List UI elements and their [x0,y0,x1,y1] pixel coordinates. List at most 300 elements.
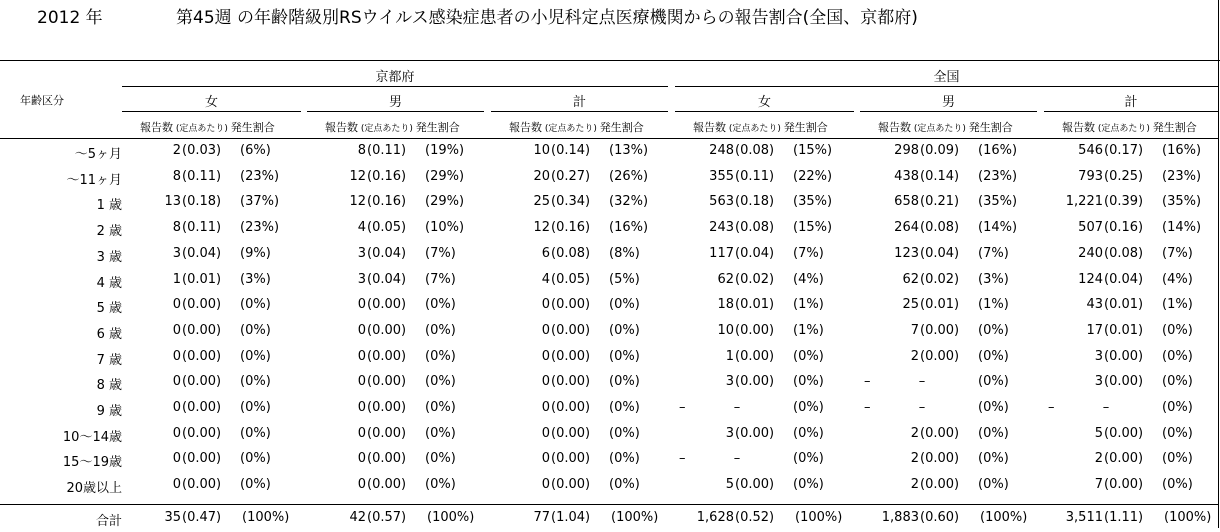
pct-cell: (37%) [240,194,280,210]
count-cell: 0 [357,400,366,415]
pct-cell: (9%) [240,245,271,261]
row-label: 10～14歳 [62,429,122,445]
count-cell: 2 [1094,451,1103,467]
pct-cell: (3%) [978,271,1009,287]
count-cell: 3,511 [1065,510,1103,525]
rate-cell: (0.00) [1104,425,1144,441]
pct-cell: (16%) [609,220,649,236]
pct-cell: (7%) [425,271,456,287]
rate-cell: (0.00) [367,425,407,441]
count-cell: 0 [541,400,550,415]
row-label: 4 歳 [96,275,122,291]
pct-cell: (22%) [793,168,833,184]
pct-cell: (1%) [978,297,1009,313]
count-cell: 438 [894,168,919,184]
pct-cell: (32%) [609,194,649,210]
rate-cell: (0.02) [735,271,775,287]
table-row [0,473,1218,499]
row-label: 3 歳 [96,249,122,265]
table-row [0,293,1218,319]
pct-cell: (0%) [978,477,1009,493]
sex-underline [675,111,854,112]
count-cell: 7 [910,322,919,338]
count-cell: 1,883 [881,510,919,525]
pct-cell: (100%) [795,510,843,525]
count-cell: 3 [725,374,734,390]
pct-cell: (14%) [978,220,1018,236]
sub-rate: (定点あたり) [542,124,600,134]
rate-cell: (0.00) [551,348,591,364]
count-cell: 0 [357,477,366,493]
rate-cell: (0.04) [920,245,960,261]
count-cell: 243 [709,220,734,236]
sub-pct: 発生割合 [783,121,828,134]
count-cell: 0 [172,322,181,338]
rate-cell: (0.00) [182,451,222,467]
count-cell: – [679,451,686,467]
rate-cell: (0.00) [1104,451,1144,467]
row-label: 5 歳 [96,301,122,317]
pct-cell: (0%) [978,348,1009,364]
rate-cell: (0.00) [551,400,591,415]
pct-cell: (0%) [425,297,456,313]
pct-cell: (100%) [242,510,290,525]
sub-header [140,119,275,135]
rate-cell: (0.14) [551,143,591,158]
count-cell: 0 [172,425,181,441]
sex-underline [122,111,301,112]
rate-cell: – [1102,400,1110,415]
pct-cell: (4%) [793,271,824,287]
sex-header: 計 [572,95,586,110]
rate-cell: (0.02) [920,271,960,287]
rate-cell: (0.21) [920,194,960,210]
sub-count: 報告数 [325,121,358,134]
count-cell: 2 [910,348,919,364]
pct-cell: (26%) [609,168,649,184]
count-cell: 793 [1078,168,1103,184]
pct-cell: (5%) [609,271,640,287]
rate-cell: (0.00) [367,348,407,364]
pct-cell: (7%) [978,245,1009,261]
pct-cell: (0%) [978,374,1009,390]
pct-cell: (6%) [240,143,271,158]
table-row [0,345,1218,371]
count-cell: 0 [172,297,181,313]
count-cell: 5 [1094,425,1103,441]
table-row [0,396,1218,422]
pct-cell: (35%) [793,194,833,210]
count-cell: 18 [717,297,734,313]
rate-cell: (0.34) [551,194,591,210]
pct-cell: (35%) [1162,194,1202,210]
count-cell: 2 [172,143,181,158]
rate-cell: (0.08) [735,220,775,236]
pct-cell: (0%) [978,425,1009,441]
region-underline [675,86,1218,87]
pct-cell: (14%) [1162,220,1202,236]
rate-cell: (0.08) [551,245,591,261]
sub-pct: 発生割合 [968,121,1013,134]
rate-cell: (0.04) [1104,271,1144,287]
rate-cell: – [918,400,926,415]
count-cell: 0 [541,451,550,467]
pct-cell: (7%) [425,245,456,261]
pct-cell: (7%) [793,245,824,261]
count-cell: 1,628 [696,510,734,525]
count-cell: 2 [910,451,919,467]
table-row [0,268,1218,294]
rate-cell: (0.00) [182,348,222,364]
count-cell: 0 [541,348,550,364]
rate-cell: (0.25) [1104,168,1144,184]
rate-cell: (0.00) [367,400,407,415]
count-cell: 2 [910,477,919,493]
pct-cell: (8%) [609,245,640,261]
rate-cell: (0.00) [920,451,960,467]
pct-cell: (0%) [240,400,271,415]
pct-cell: (0%) [609,400,640,415]
count-cell: 0 [541,374,550,390]
rate-cell: (0.00) [920,322,960,338]
count-cell: 0 [541,322,550,338]
pct-cell: (0%) [793,451,824,467]
pct-cell: (35%) [978,194,1018,210]
pct-cell: (0%) [978,322,1009,338]
count-cell: 20 [533,168,550,184]
table-row [0,216,1218,242]
pct-cell: (13%) [609,143,649,158]
rate-cell: (0.00) [551,477,591,493]
sex-header: 計 [1124,95,1138,110]
table-row [0,139,1218,165]
pct-cell: (0%) [425,477,456,493]
sub-count: 報告数 [509,121,542,134]
count-cell: 0 [172,400,181,415]
sub-header [509,119,644,135]
count-cell: 62 [902,271,919,287]
rate-cell: (1.04) [551,510,591,525]
count-cell: 658 [894,194,919,210]
sub-header [693,119,828,135]
sex-header: 女 [204,95,218,110]
rate-cell: – [733,400,741,415]
pct-cell: (0%) [609,348,640,364]
rate-cell: (0.08) [920,220,960,236]
age-column-header: 年齢区分 [20,94,64,107]
count-cell: 12 [533,220,550,236]
count-cell: 3 [172,245,181,261]
rate-cell: (0.11) [182,220,222,236]
rate-cell: (1.11) [1104,510,1144,525]
pct-cell: (4%) [1162,271,1193,287]
pct-cell: (0%) [425,374,456,390]
total-row [0,506,1218,532]
count-cell: 563 [709,194,734,210]
pct-cell: (0%) [793,400,824,415]
rate-cell: (0.04) [735,245,775,261]
rate-cell: (0.09) [920,143,960,158]
count-cell: – [1048,400,1055,415]
count-cell: 5 [725,477,734,493]
rate-cell: (0.00) [182,425,222,441]
pct-cell: (100%) [1164,510,1212,525]
rate-cell: (0.00) [182,297,222,313]
count-cell: 3 [1094,348,1103,364]
count-cell: 43 [1086,297,1103,313]
sub-header [878,119,1013,135]
rate-cell: (0.01) [735,297,775,313]
pct-cell: (0%) [240,322,271,338]
count-cell: 3 [357,271,366,287]
rate-cell: (0.01) [1104,297,1144,313]
rate-cell: (0.05) [367,220,407,236]
pct-cell: (0%) [793,374,824,390]
pct-cell: (3%) [240,271,271,287]
rate-cell: (0.00) [735,374,775,390]
table-row [0,190,1218,216]
pct-cell: (0%) [609,451,640,467]
count-cell: 248 [709,143,734,158]
count-cell: 3 [1094,374,1103,390]
rate-cell: (0.00) [735,348,775,364]
row-label: 15～19歳 [62,455,122,471]
pct-cell: (0%) [1162,451,1193,467]
rate-cell: (0.04) [367,271,407,287]
row-label: 8 歳 [96,378,122,394]
count-cell: 0 [357,451,366,467]
title-year: 2012 年 [37,8,103,28]
pct-cell: (1%) [793,297,824,313]
rate-cell: (0.00) [182,477,222,493]
rate-cell: (0.00) [182,400,222,415]
count-cell: 10 [717,322,734,338]
pct-cell: (15%) [793,220,833,236]
pct-cell: (23%) [1162,168,1202,184]
row-label: 1 歳 [96,198,122,214]
pct-cell: (100%) [611,510,659,525]
count-cell: 12 [349,194,366,210]
rate-cell: (0.18) [182,194,222,210]
rate-cell: (0.39) [1104,194,1144,210]
table-row [0,422,1218,448]
sub-rate: (定点あたり) [358,124,416,134]
count-cell: 6 [541,245,550,261]
rate-cell: (0.11) [735,168,775,184]
rate-cell: (0.00) [182,374,222,390]
pct-cell: (23%) [978,168,1018,184]
pct-cell: (1%) [1162,297,1193,313]
pct-cell: (0%) [978,451,1009,467]
pct-cell: (0%) [240,297,271,313]
pct-cell: (29%) [425,168,465,184]
pct-cell: (100%) [427,510,475,525]
table-row [0,370,1218,396]
count-cell: 8 [357,143,366,158]
count-cell: 7 [1094,477,1103,493]
count-cell: 0 [357,322,366,338]
rate-cell: (0.16) [551,220,591,236]
count-cell: 264 [894,220,919,236]
table-row [0,165,1218,191]
count-cell: – [679,400,686,415]
count-cell: 0 [357,297,366,313]
count-cell: 42 [349,510,366,525]
count-cell: 8 [172,168,181,184]
rate-cell: (0.01) [1104,322,1144,338]
pct-cell: (0%) [425,322,456,338]
pct-cell: (0%) [793,348,824,364]
sub-rate: (定点あたり) [911,124,969,134]
count-cell: – [864,374,871,390]
row-label: 2 歳 [96,224,122,240]
rate-cell: (0.00) [367,322,407,338]
count-cell: 8 [172,220,181,236]
rate-cell: (0.00) [735,477,775,493]
rate-cell: (0.08) [735,143,775,158]
sub-rate: (定点あたり) [726,124,784,134]
rate-cell: (0.03) [182,143,222,158]
pct-cell: (0%) [1162,477,1193,493]
count-cell: 1 [172,271,181,287]
count-cell: 0 [357,425,366,441]
total-line [0,504,1218,505]
count-cell: 25 [902,297,919,313]
sub-count: 報告数 [1062,121,1095,134]
rate-cell: (0.00) [551,297,591,313]
rate-cell: (0.18) [735,194,775,210]
pct-cell: (0%) [425,425,456,441]
sub-rate: (定点あたり) [173,124,231,134]
pct-cell: (0%) [793,477,824,493]
rate-cell: (0.11) [182,168,222,184]
count-cell: 0 [172,477,181,493]
count-cell: 1 [725,348,734,364]
rate-cell: (0.00) [1104,374,1144,390]
count-cell: 298 [894,143,919,158]
region-underline [122,86,668,87]
row-label: 7 歳 [96,352,122,368]
count-cell: 13 [164,194,181,210]
sex-underline [1044,111,1218,112]
rate-cell: (0.00) [735,322,775,338]
row-label: 9 歳 [96,404,122,419]
pct-cell: (0%) [1162,374,1193,390]
count-cell: 35 [164,510,181,525]
pct-cell: (10%) [425,220,465,236]
pct-cell: (29%) [425,194,465,210]
pct-cell: (0%) [240,374,271,390]
pct-cell: (0%) [793,425,824,441]
sub-count: 報告数 [693,121,726,134]
pct-cell: (0%) [978,400,1009,415]
count-cell: 355 [709,168,734,184]
rate-cell: (0.00) [920,425,960,441]
count-cell: 17 [1086,322,1103,338]
count-cell: 240 [1078,245,1103,261]
rate-cell: (0.27) [551,168,591,184]
rate-cell: (0.60) [920,510,960,525]
sub-count: 報告数 [878,121,911,134]
table-row [0,242,1218,268]
table-right-border [1218,0,1219,528]
pct-cell: (0%) [1162,400,1193,415]
rate-cell: (0.00) [1104,477,1144,493]
rate-cell: (0.01) [920,297,960,313]
rate-cell: (0.01) [182,271,222,287]
pct-cell: (0%) [425,451,456,467]
pct-cell: (23%) [240,168,280,184]
row-label: 合計 [95,514,122,529]
sex-underline [307,111,484,112]
row-label: 6 歳 [96,326,122,342]
count-cell: 62 [717,271,734,287]
pct-cell: (0%) [240,348,271,364]
sex-header: 女 [757,95,771,110]
rate-cell: (0.00) [551,374,591,390]
rate-cell: (0.00) [551,451,591,467]
rate-cell: (0.05) [551,271,591,287]
rate-cell: (0.00) [367,451,407,467]
row-label: ～11ヶ月 [66,172,122,188]
pct-cell: (0%) [240,425,271,441]
count-cell: 2 [910,425,919,441]
pct-cell: (0%) [1162,425,1193,441]
pct-cell: (0%) [425,400,456,415]
pct-cell: (0%) [609,425,640,441]
rate-cell: (0.17) [1104,143,1144,158]
sub-pct: 発生割合 [1152,121,1197,134]
rate-cell: (0.16) [367,168,407,184]
count-cell: 77 [533,510,550,525]
pct-cell: (1%) [793,322,824,338]
pct-cell: (7%) [1162,245,1193,261]
count-cell: – [864,400,871,415]
pct-cell: (0%) [609,374,640,390]
sub-header [325,119,460,135]
pct-cell: (19%) [425,143,465,158]
pct-cell: (0%) [609,322,640,338]
row-label: 20歳以上 [66,481,122,497]
pct-cell: (15%) [793,143,833,158]
table-top-border [0,60,1220,61]
rate-cell: (0.52) [735,510,775,525]
rate-cell: (0.57) [367,510,407,525]
rate-cell: (0.08) [1104,245,1144,261]
sub-rate: (定点あたり) [1095,124,1153,134]
sex-header: 男 [941,95,955,110]
count-cell: 0 [541,477,550,493]
sub-pct: 発生割合 [230,121,275,134]
rate-cell: (0.00) [920,477,960,493]
count-cell: 546 [1078,143,1103,158]
rate-cell: (0.00) [920,348,960,364]
sex-underline [491,111,668,112]
rate-cell: (0.00) [367,297,407,313]
rate-cell: – [733,451,741,467]
count-cell: 0 [172,348,181,364]
count-cell: 10 [533,143,550,158]
rate-cell: (0.00) [182,322,222,338]
rate-cell: (0.16) [367,194,407,210]
count-cell: 0 [172,374,181,390]
count-cell: 0 [541,425,550,441]
table-row [0,319,1218,345]
pct-cell: (23%) [240,220,280,236]
title-text: 第45週 の年齢階級別RSウイルス感染症患者の小児科定点医療機関からの報告割合(全国、京都府) [176,8,918,28]
count-cell: 124 [1078,271,1103,287]
count-cell: 4 [541,271,550,287]
